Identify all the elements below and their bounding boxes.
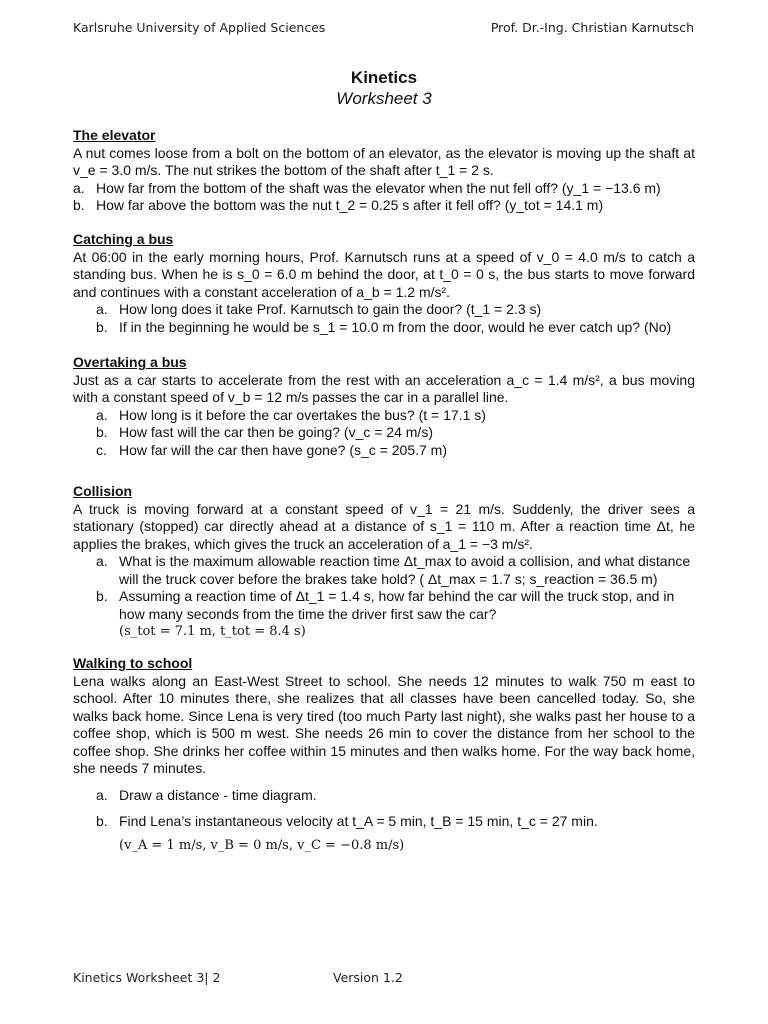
question-text: How far will the car then have gone? (s_c = 205.7 m): [119, 441, 448, 458]
question-a: [73, 407, 695, 425]
section-text: A nut comes loose from a bolt on the bottom of an elevator, as the elevator is moving up the shaft at v_e = 3.0 m/s. The nut strikes the bottom of the shaft after t_1 = 2 s.: [73, 144, 695, 178]
header-author: Prof. Dr.-Ing. Christian Karnutsch: [490, 20, 694, 35]
answer-text: (v_A = 1 m/s, v_B = 0 m/s, v_C = −0.8 m/s): [119, 837, 405, 853]
question-label: b.: [96, 813, 108, 829]
question-label: a.: [96, 406, 108, 423]
spacer: [73, 778, 695, 787]
section-heading: Overtaking a bus: [73, 354, 187, 370]
section-collision: [73, 483, 695, 641]
page-title: Kinetics: [350, 68, 418, 87]
page-subtitle: Worksheet 3: [336, 89, 432, 108]
section-text: Lena walks along an East-West Street to school. She needs 12 minutes to walk 750 m east to school. After 10 minutes there, she realizes that all classes have been cancelled today. So, she walks back home. Since Lena is very tired (too much Party last night), she walks past her house to a coffee shop, which is 500 m west. She needs 26 min to cover the distance from her school to the coffee shop. She drinks her coffee within 15 minutes and then walks home. For the way back home, she needs 7 minutes.: [73, 672, 695, 776]
question-text: How far above the bottom was the nut t_2 = 0.25 s after it fell off? (y_tot = 14.1 m): [96, 197, 604, 213]
section-elevator: [73, 127, 695, 215]
question-b: [73, 197, 695, 215]
question-b: [73, 424, 695, 442]
question-label: b.: [96, 318, 108, 335]
spacer: [73, 804, 695, 813]
question-text: If in the beginning he would be s_1 = 10.0 m from the door, would he ever catch up? (No): [119, 318, 672, 335]
question-text: How long is it before the car overtakes the bus? (t = 17.1 s): [119, 406, 486, 423]
question-b: [73, 813, 695, 854]
footer-doc-label: Kinetics Worksheet 3| 2: [73, 970, 221, 985]
section-heading: Walking to school: [73, 655, 193, 671]
question-label: a.: [96, 301, 108, 317]
question-a: [73, 553, 695, 588]
footer-version: Version 1.2: [333, 970, 403, 985]
question-c: [73, 442, 695, 460]
question-text: How far from the bottom of the shaft was the elevator when the nut fell off? (y_1 = −13.6 m): [96, 179, 661, 196]
question-b: [73, 319, 695, 337]
question-text: Draw a distance - time diagram.: [119, 786, 317, 803]
question-a: [73, 787, 695, 805]
question-label: b.: [96, 424, 108, 440]
section-text: At 06:00 in the early morning hours, Prof. Karnutsch runs at a speed of v_0 = 4.0 m/s to catch a standing bus. When he is s_0 = 6.0 m behind the door, at t_0 = 0 s, the bus starts to move forward and continues with a constant acceleration of a_b = 1.2 m/s².: [73, 248, 695, 300]
question-b: [73, 588, 695, 641]
question-label: b.: [73, 197, 85, 213]
header-institution: Karlsruhe University of Applied Sciences: [73, 20, 326, 35]
question-label: c.: [96, 441, 107, 458]
question-a: [73, 180, 695, 198]
section-heading: The elevator: [73, 127, 156, 143]
question-label: a.: [73, 179, 85, 196]
question-text: How fast will the car then be going? (v_c = 24 m/s): [119, 424, 433, 440]
question-label: a.: [96, 553, 108, 569]
question-text: Find Lena’s instantaneous velocity at t_A = 5 min, t_B = 15 min, t_c = 27 min.: [119, 813, 598, 829]
section-overtaking-bus: [73, 354, 695, 459]
answer-text: (s_tot = 7.1 m, t_tot = 8.4 s): [119, 624, 306, 639]
section-heading: Catching a bus: [73, 231, 174, 247]
question-label: a.: [96, 786, 108, 803]
section-walking-school: [73, 655, 695, 854]
question-a: [73, 301, 695, 319]
section-text: A truck is moving forward at a constant speed of v_1 = 21 m/s. Suddenly, the driver sees a stationary (stopped) car directly ahead at a distance of s_1 = 110 m. After a reaction time Δt, he applies the brakes, which gives the truck an acceleration of a_1 = −3 m/s².: [73, 500, 695, 552]
section-text: Just as a car starts to accelerate from the rest with an acceleration a_c = 1.4 m/s², a bus moving with a constant speed of v_b = 12 m/s passes the car in a parallel line.: [73, 371, 695, 405]
section-catching-bus: [73, 231, 695, 336]
question-text: Assuming a reaction time of Δt_1 = 1.4 s, how far behind the car will the truck stop, and in how many seconds from the time the driver first saw the car?: [119, 588, 675, 622]
question-text: How long does it take Prof. Karnutsch to gain the door? (t_1 = 2.3 s): [119, 301, 542, 317]
section-heading: Collision: [73, 483, 133, 499]
question-label: b.: [96, 588, 108, 604]
question-text: What is the maximum allowable reaction time Δt_max to avoid a collision, and what distance will the truck cover before the brakes take hold? ( Δt_max = 1.7 s; s_reaction = 36.5 m): [119, 553, 691, 587]
